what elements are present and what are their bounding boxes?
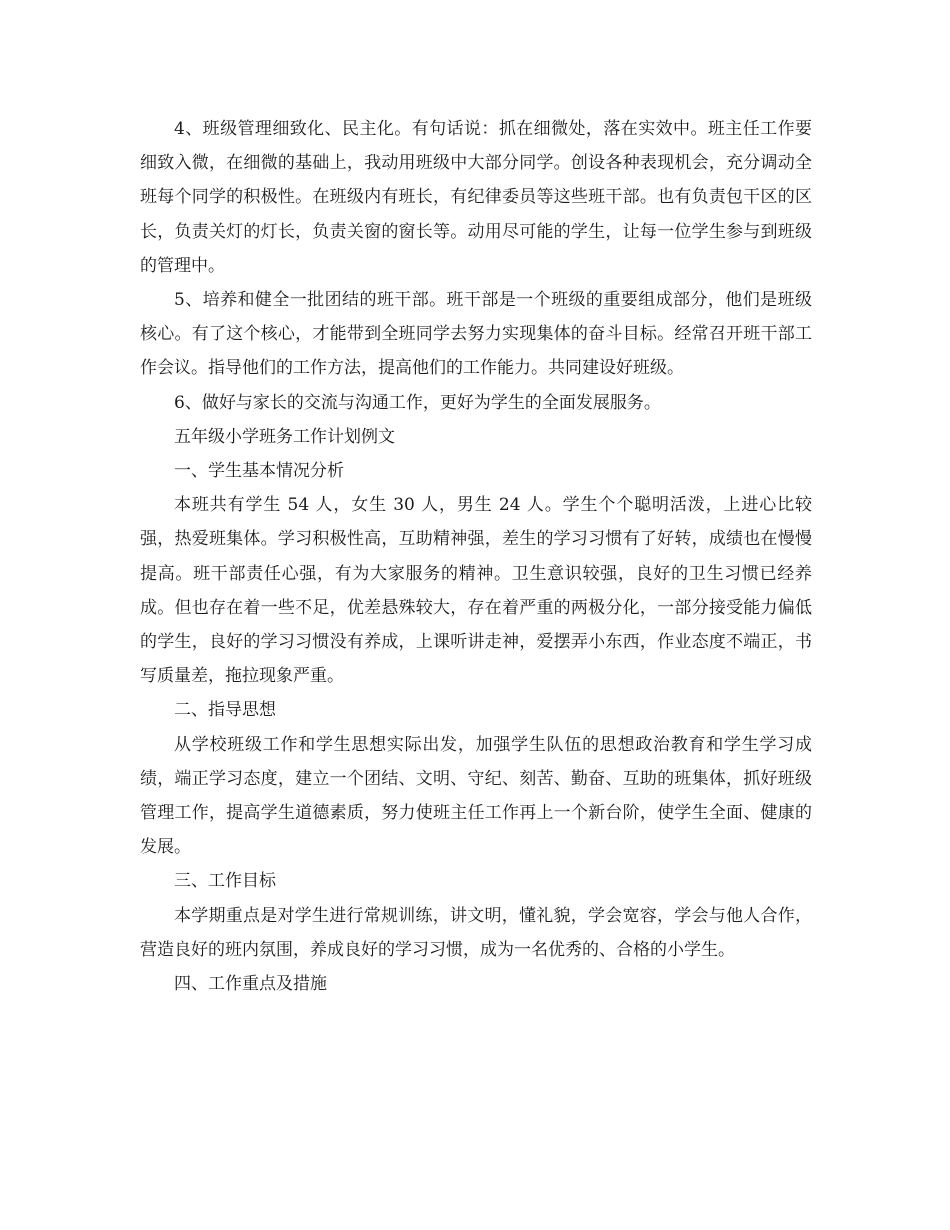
paragraph-work-goals: 本学期重点是对学生进行常规训练，讲文明，懂礼貌，学会宽容，学会与他人合作，营造良好的班内氛围，养成良好的学习习惯，成为一名优秀的、合格的小学生。 [140, 905, 812, 960]
paragraph-student-analysis: 本班共有学生 54 人，女生 30 人，男生 24 人。学生个个聪明活泼，上进心比较强，热爱班集体。学习积极性高，互助精神强，差生的学习习惯有了好转，成绩也在慢慢提高。班干部责任心强，有为大家服务的精神。卫生意识较强，良好的卫生习惯已经养成。但也存在着一些不足，优差悬殊较大，存在着严重的两极分化，一部分接受能力偏低的学生，良好的学习习惯没有养成，上课听讲走神，爱摆弄小东西，作业态度不端正，书写质量差，拖拉现象严重。 [140, 495, 812, 687]
paragraph-parent-communication: 6、做好与家长的交流与沟通工作，更好为学生的全面发展服务。 [174, 392, 661, 413]
paragraph-class-cadres: 5、培养和健全一批团结的班干部。班干部是一个班级的重要组成部分，他们是班级核心。有了这个核心，才能带到全班同学去努力实现集体的奋斗目标。经常召开班干部工作会议。指导他们的工作方法，提高他们的工作能力。共同建设好班级。 [140, 290, 812, 379]
paragraph-class-management: 4、班级管理细致化、民主化。有句话说：抓在细微处，落在实效中。班主任工作要细致入微，在细微的基础上，我动用班级中大部分同学。创设各种表现机会，充分调动全班每个同学的积极性。在班级内有班长，有纪律委员等这些班干部。也有负责包干区的区长，负责关灯的灯长，负责关窗的窗长等。动用尽可能的学生，让每一位学生参与到班级的管理中。 [140, 119, 812, 276]
section-heading-guiding-ideology: 二、指导思想 [174, 700, 276, 721]
paragraph-guiding-ideology: 从学校班级工作和学生思想实际出发，加强学生队伍的思想政治教育和学生学习成绩，端正学习态度，建立一个团结、文明、守纪、刻苦、勤奋、互助的班集体，抓好班级管理工作，提高学生道德素质，努力使班主任工作再上一个新台阶，使学生全面、健康的发展。 [140, 734, 812, 858]
document-title: 五年级小学班务工作计划例文 [174, 426, 395, 447]
document-body [140, 112, 812, 1001]
section-heading-work-goals: 三、工作目标 [174, 871, 276, 892]
section-heading-student-analysis: 一、学生基本情况分析 [174, 461, 344, 482]
section-heading-key-measures: 四、工作重点及措施 [174, 974, 327, 995]
